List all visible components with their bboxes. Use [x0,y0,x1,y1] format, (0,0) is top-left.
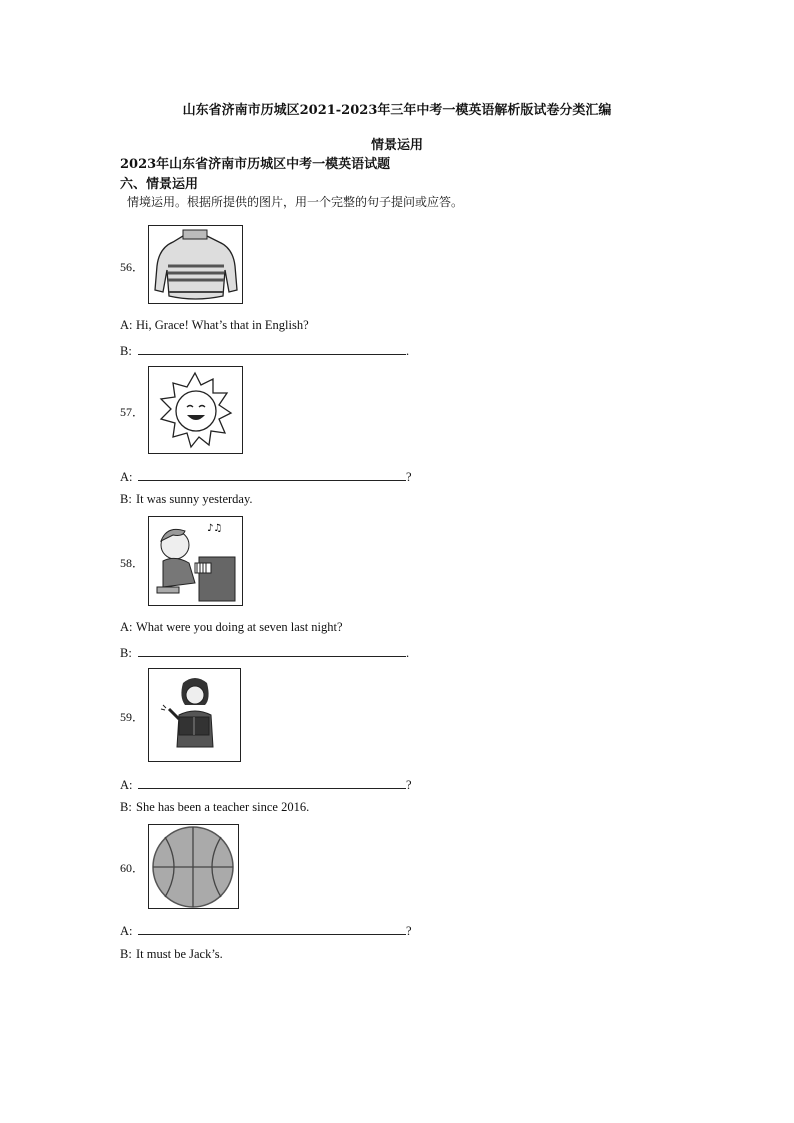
dialogue-line-a [120,620,343,635]
answer-blank[interactable] [138,922,406,935]
question-number-60: 60． [120,861,145,875]
dialogue-text: It was sunny yesterday. [136,492,253,506]
dialogue-line-a [120,922,412,939]
dialogue-text: Hi, Grace! What’s that in English? [136,318,309,332]
speaker-label: B: [120,344,132,358]
sun-picture [148,366,243,454]
answer-blank[interactable] [138,468,406,481]
dialogue-line-b [120,947,223,962]
dialogue-text: She has been a teacher since 2016. [136,800,310,814]
speaker-label: B: [120,800,132,814]
teacher-icon [149,669,240,761]
sweater-picture [148,225,243,304]
speaker-label: B: [120,947,132,961]
document-title: 山东省济南市历城区2021-2023年三年中考一模英语解析版试卷分类汇编 [182,103,612,118]
boy-piano-icon [149,517,242,605]
speaker-label: A: [120,620,133,634]
line-end-punct: . [406,646,410,660]
question-number-59: 59． [120,710,145,724]
dialogue-line-b [120,492,253,507]
answer-blank[interactable] [138,342,406,355]
section-heading: 情景运用 [370,138,423,153]
dialogue-line-a [120,318,309,333]
teacher-picture [148,668,241,762]
speaker-label: B: [120,646,132,660]
dialogue-line-a [120,468,412,485]
part-heading: 六、情景运用 [120,177,199,192]
answer-blank[interactable] [138,776,406,789]
dialogue-line-b [120,644,409,661]
basketball-icon [149,825,238,908]
speaker-label: A: [120,318,133,332]
speaker-label: B: [120,492,132,506]
svg-text:♪♫: ♪♫ [207,523,223,534]
speaker-label: A: [120,778,133,792]
dialogue-line-b [120,342,409,359]
line-end-punct: ? [406,470,412,484]
question-number-57: 57． [120,405,145,419]
dialogue-text: It must be Jack’s. [136,947,223,961]
question-number-56: 56． [120,260,145,274]
speaker-label: A: [120,924,133,938]
speaker-label: A: [120,470,133,484]
sweater-icon [149,226,242,303]
answer-blank[interactable] [138,644,406,657]
basketball-picture [148,824,239,909]
line-end-punct: ? [406,924,412,938]
boy-piano-picture [148,516,243,606]
dialogue-text: What were you doing at seven last night? [136,620,343,634]
line-end-punct: . [406,344,410,358]
dialogue-line-a [120,776,412,793]
sun-icon [149,367,242,453]
question-number-58: 58． [120,556,145,570]
exam-heading: 2023年山东省济南市历城区中考一模英语试题 [120,157,391,172]
instruction-text: 情境运用。根据所提供的图片，用一个完整的句子提问或应答。 [127,195,464,209]
line-end-punct: ? [406,778,412,792]
dialogue-line-b [120,800,309,815]
